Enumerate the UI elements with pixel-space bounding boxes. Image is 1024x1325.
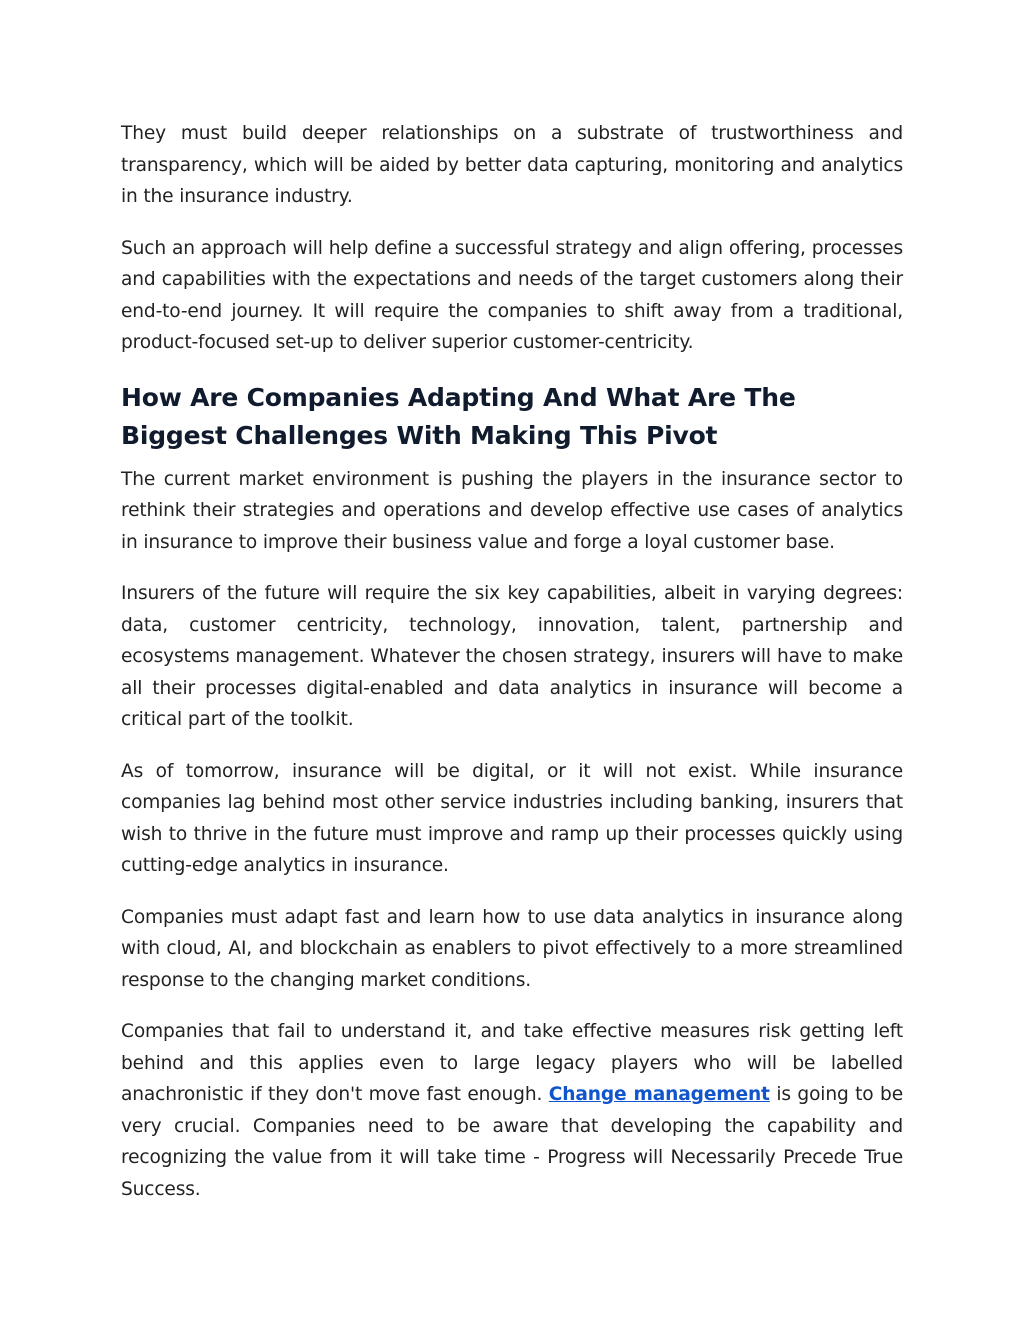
- paragraph-text-before-link: Companies that fail to understand it, and take effective measures risk getting left behind and this applies even to large legacy players who will be labelled anachronistic if they don't move fast enough.: [121, 1021, 903, 1105]
- paragraph-relationships: They must build deeper relationships on a substrate of trustworthiness and transparency, which will be aided by better data capturing, monitoring and analytics in the insurance industry.: [121, 123, 903, 207]
- paragraph-text-after-link: is going to be very crucial. Companies need to be aware that developing the capability and recognizing the value from it will take time - Progress will Necessarily Precede True Success.: [121, 1084, 903, 1200]
- change-management-link[interactable]: Change management: [548, 1084, 770, 1105]
- paragraph-adapt-fast: Companies must adapt fast and learn how to use data analytics in insurance along with cloud, AI, and blockchain as enablers to pivot effectively to a more streamlined response to the changing market conditions.: [121, 906, 903, 991]
- paragraph-key-capabilities: Insurers of the future will require the six key capabilities, albeit in varying degrees: data, customer centricity, technology, innovation, talent, partnership and ecosystems management. Whatever the chosen strategy, insurers will have to make all their processes digital-enabled and data analytics in insurance will become a critical part of the toolkit.: [121, 583, 903, 730]
- paragraph-market-environment: The current market environment is pushing the players in the insurance sector to rethink their strategies and operations and develop effective use cases of analytics in insurance to improve their business value and forge a loyal customer base.: [121, 468, 903, 553]
- document-page: [121, 118, 903, 1225]
- paragraph-change-management: [121, 1016, 903, 1205]
- paragraph-approach: Such an approach will help define a successful strategy and align offering, processes and capabilities with the expectations and needs of the target customers along their end-to-end journey. It will require the companies to shift away from a traditional, product-focused set-up to deliver superior customer-centricity.: [121, 237, 903, 353]
- paragraph-digital-future: As of tomorrow, insurance will be digital, or it will not exist. While insurance companies lag behind most other service industries including banking, insurers that wish to thrive in the future must improve and ramp up their processes quickly using cutting-edge analytics in insurance.: [121, 760, 903, 876]
- section-heading: How Are Companies Adapting And What Are The Biggest Challenges With Making This Pivot: [121, 382, 796, 450]
